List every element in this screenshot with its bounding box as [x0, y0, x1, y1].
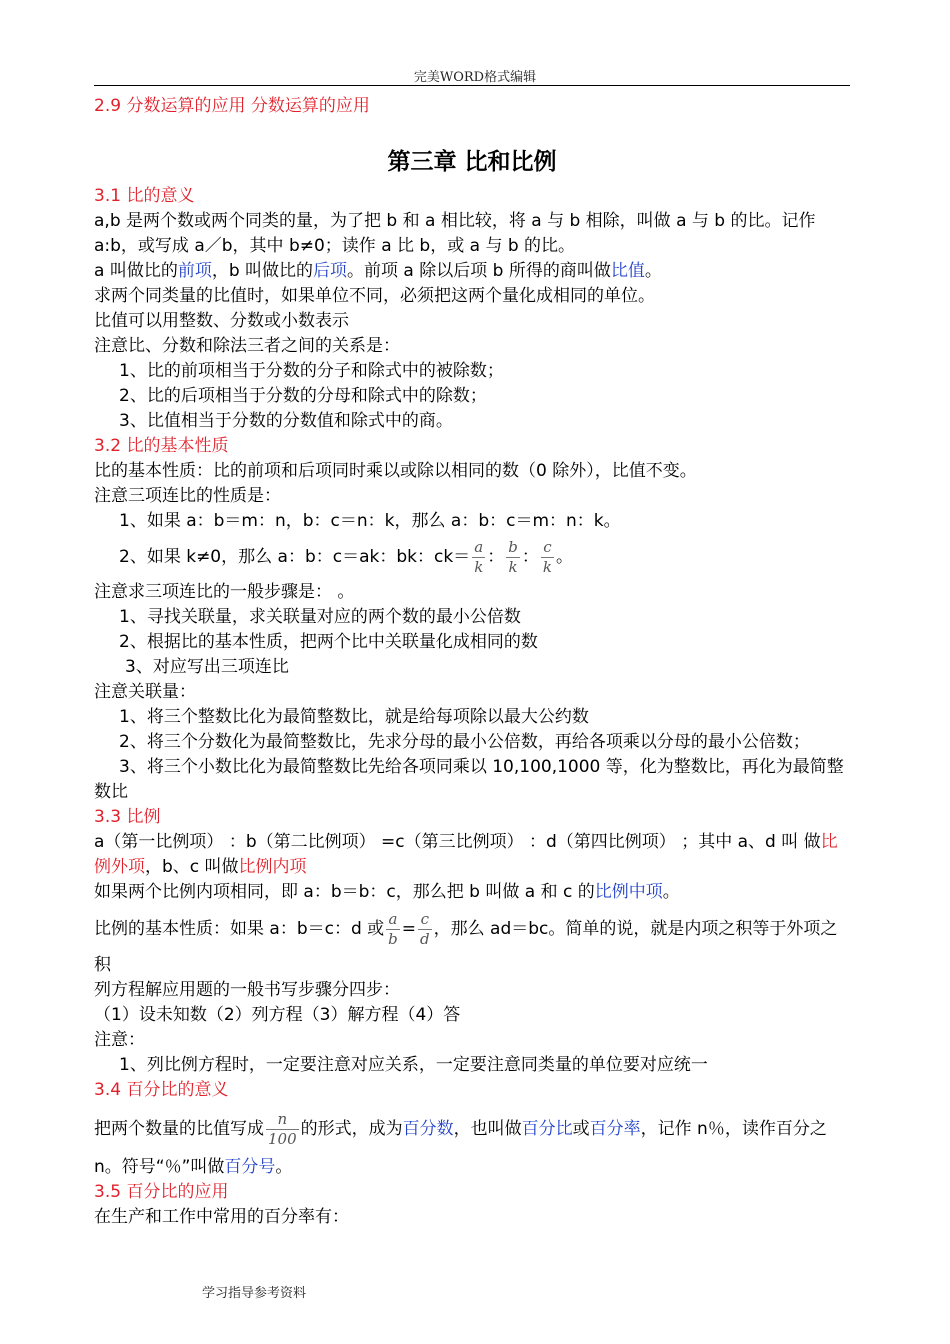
paragraph: 列方程解应用题的一般书写步骤分四步：: [94, 980, 400, 1000]
list-item: 2、比的后项相当于分数的分母和除式中的除数；: [119, 386, 487, 406]
paragraph: 比的基本性质：比的前项和后项同时乘以或除以相同的数（0 除外），比值不变。: [94, 461, 697, 481]
fraction-a-over-k: $\frac{a}{k}$: [474, 537, 484, 576]
page-header: 完美WORD格式编辑: [413, 70, 537, 85]
list-item: 1、比的前项相当于分数的分子和除式中的被除数；: [119, 361, 504, 381]
section-2-9-title: 2.9 分数运算的应用 分数运算的应用: [94, 96, 370, 116]
paragraph: 比值可以用整数、分数或小数表示: [94, 311, 349, 331]
paragraph-with-fractions: 比例的基本性质：如果 a：b＝c：d 或 $\frac{a}{b}$ = $\frac{c}{d}$ ，那么 ad＝bc。简单的说，就是内项之积等于外项之积: [94, 909, 838, 975]
page-footer: 学习指导参考资料: [202, 1286, 307, 1301]
header-rule: [94, 85, 850, 86]
term-percent-rate: 百分率: [589, 1119, 641, 1139]
fraction-c-over-d: $\frac{c}{d}$: [420, 909, 430, 948]
list-item: 3、对应写出三项连比: [125, 657, 289, 677]
paragraph: 注意关联量：: [94, 682, 196, 702]
paragraph-with-fraction: 把两个数量的比值写成 $\frac{n}{100}$ 的形式，成为百分数，也叫做百分比或百分率，记作 n％，读作百分之 n。符号“％”叫做百分号。: [94, 1109, 827, 1177]
fraction-n-over-100: $\frac{n}{100}$: [268, 1109, 297, 1148]
paragraph: 注意求三项连比的一般步骤是： 。: [94, 582, 355, 602]
document-body: [94, 94, 850, 1230]
list-item: 1、将三个整数比化为最简整数比，就是给每项除以最大公约数: [119, 707, 589, 727]
paragraph: a（第一比例项） ：b（第二比例项） =c（第三比例项） ：d（第四比例项） ；其中 a、d 叫 做比例外项，b、c 叫做比例内项: [94, 832, 838, 877]
term-inner-terms: 比例内项: [238, 857, 307, 877]
section-3-5-title: 3.5 百分比的应用: [94, 1182, 229, 1202]
section-3-2-title: 3.2 比的基本性质: [94, 436, 229, 456]
paragraph: 求两个同类量的比值时，如果单位不同，必须把这两个量化成相同的单位。: [94, 286, 655, 306]
term-percentage: 百分数: [402, 1119, 454, 1139]
list-item: 2、将三个分数化为最简整数比，先求分母的最小公倍数，再给各项乘以分母的最小公倍数；: [119, 732, 810, 752]
fraction-b-over-k: $\frac{b}{k}$: [508, 537, 518, 576]
list-item: 1、如果 a：b＝m：n，b：c＝n：k，那么 a：b：c＝m：n：k。: [119, 511, 621, 531]
section-3-4-title: 3.4 百分比的意义: [94, 1080, 229, 1100]
list-item: 3、将三个小数比化为最简整数比先给各项同乘以 10,100,1000 等，化为整数比，再化为最简整数比: [94, 757, 844, 802]
term-mean-proportional: 比例中项: [594, 882, 663, 902]
section-3-1-title: 3.1 比的意义: [94, 186, 195, 206]
chapter-title: 第三章 比和比例: [387, 149, 557, 175]
fraction-a-over-b: $\frac{a}{b}$: [388, 909, 398, 948]
list-item: 3、比值相当于分数的分数值和除式中的商。: [119, 411, 453, 431]
paragraph: 如果两个比例内项相同，即 a：b＝b：c，那么把 b 叫做 a 和 c 的比例中项。: [94, 882, 680, 902]
paragraph: 注意三项连比的性质是：: [94, 486, 281, 506]
list-item: 2、根据比的基本性质，把两个比中关联量化成相同的数: [119, 632, 538, 652]
paragraph: （1）设未知数（2）列方程（3）解方程（4）答: [94, 1005, 461, 1025]
list-item: 1、寻找关联量，求关联量对应的两个数的最小公倍数: [119, 607, 521, 627]
list-item: 1、列比例方程时，一定要注意对应关系，一定要注意同类量的单位要对应统一: [119, 1055, 708, 1075]
list-item-with-fractions: 2、如果 k≠0，那么 a：b：c＝ak：bk：ck＝ $\frac{a}{k}$ ： $\frac{b}{k}$ ： $\frac{c}{k}$ 。: [119, 537, 573, 576]
term-percent-sign: 百分号: [224, 1157, 276, 1177]
paragraph: 注意：: [94, 1030, 145, 1050]
paragraph: a 叫做比的前项，b 叫做比的后项。前项 a 除以后项 b 所得的商叫做比值。: [94, 261, 662, 281]
term-percent: 百分比: [521, 1119, 573, 1139]
paragraph: 注意比、分数和除法三者之间的关系是：: [94, 336, 400, 356]
term-outer-terms: 比例外项: [94, 832, 838, 877]
fraction-c-over-k: $\frac{c}{k}$: [542, 537, 552, 576]
term-ratio-value: 比值: [610, 261, 645, 281]
paragraph: 在生产和工作中常用的百分率有：: [94, 1207, 349, 1227]
section-3-3-title: 3.3 比例: [94, 807, 161, 827]
term-consequent: 后项: [313, 261, 348, 281]
term-antecedent: 前项: [177, 261, 212, 281]
paragraph: a,b 是两个数或两个同类的量，为了把 b 和 a 相比较，将 a 与 b 相除，叫做 a 与 b 的比。记作 a:b，或写成 a／b，其中 b≠0；读作 a 比 b，或 a 与 b 的比。: [94, 211, 816, 256]
